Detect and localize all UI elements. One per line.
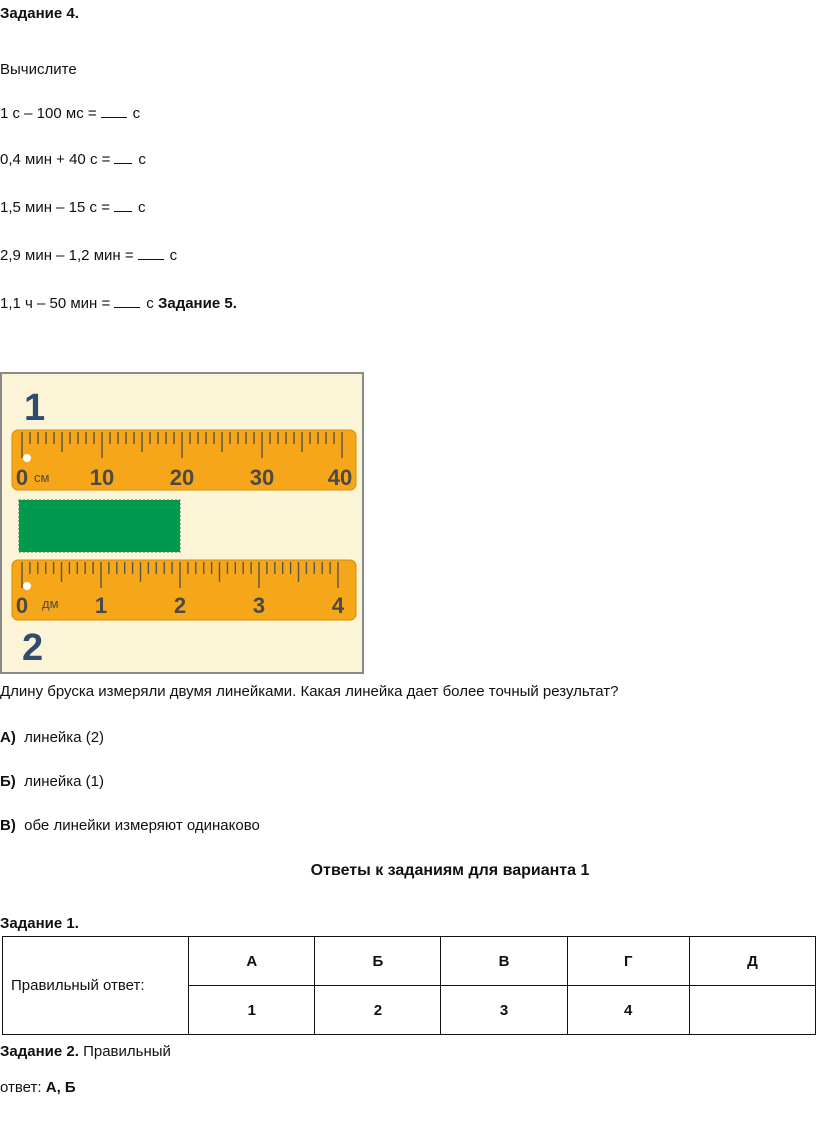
table-cell: 1 (189, 986, 315, 1035)
answers-heading: Ответы к заданиям для варианта 1 (310, 862, 590, 879)
table-header: А (189, 937, 315, 986)
answer-blank (114, 199, 132, 212)
answer-blank (101, 105, 127, 118)
option-c (0, 816, 260, 836)
ruler2-label: 3 (252, 593, 266, 618)
ruler1-unit: см (34, 470, 50, 485)
option-text: линейка (2) (24, 729, 105, 746)
option-letter: А) (0, 729, 16, 746)
expression: 2,9 мин – 1,2 мин = (0, 247, 134, 264)
answers-task2-text: Правильный (83, 1043, 171, 1060)
task4-item (0, 104, 140, 124)
table-cell (689, 986, 815, 1035)
answers-task2-answer: А, Б (45, 1079, 76, 1096)
ruler2-label: 0 (15, 593, 29, 618)
answers-task2-line1 (0, 1042, 171, 1062)
task4-title: Задание 4. (0, 5, 79, 22)
ruler1-label: 40 (327, 465, 353, 490)
answers-task1-title: Задание 1. (0, 915, 79, 932)
unit: с (146, 295, 154, 312)
answers-table (2, 936, 816, 1035)
table-header: Б (315, 937, 441, 986)
expression: 1 с – 100 мс = (0, 105, 97, 122)
unit: с (138, 151, 146, 168)
unit: с (132, 105, 141, 122)
expression: 0,4 мин + 40 с = (0, 151, 111, 168)
ruler1-label: 0 (15, 465, 29, 490)
task4-item (0, 246, 177, 266)
answer-blank (114, 295, 140, 308)
ruler1-label: 30 (249, 465, 275, 490)
unit: с (137, 199, 146, 216)
expression: 1,5 мин – 15 с = (0, 199, 110, 216)
table-header: В (441, 937, 567, 986)
rulers-figure (0, 372, 364, 674)
ruler2-unit: дм (42, 596, 59, 611)
option-a (0, 728, 104, 748)
ruler2-zero-dot (23, 582, 31, 590)
measured-bar (19, 500, 180, 552)
row-label: Правильный ответ: (3, 937, 189, 1035)
answers-task2-line2 (0, 1078, 76, 1098)
expression: 1,1 ч – 50 мин = (0, 295, 111, 312)
task5-title: Задание 5. (157, 295, 237, 312)
task4-item (0, 294, 237, 314)
table-row (3, 937, 816, 986)
option-text: обе линейки измеряют одинаково (24, 817, 260, 834)
ruler2-label: 2 (173, 593, 187, 618)
ruler2-number: 2 (22, 627, 44, 669)
table-cell: 3 (441, 986, 567, 1035)
ruler2-label: 1 (94, 593, 108, 618)
ruler1-number: 1 (24, 387, 46, 429)
ruler1-label: 10 (89, 465, 115, 490)
ruler1-label: 20 (169, 465, 195, 490)
option-b (0, 772, 104, 792)
task4-instruction: Вычислите (0, 61, 77, 78)
task4-item (0, 198, 145, 218)
table-header: Д (689, 937, 815, 986)
task4-item (0, 150, 146, 170)
answer-blank (138, 247, 164, 260)
table-cell: 2 (315, 986, 441, 1035)
unit: с (169, 247, 178, 264)
option-text: линейка (1) (24, 773, 104, 790)
answer-blank (114, 151, 132, 164)
task5-question: Длину бруска измеряли двумя линейками. Какая линейка дает более точный результат? (0, 683, 619, 700)
ruler2-label: 4 (331, 593, 345, 618)
table-header: Г (567, 937, 689, 986)
table-cell: 4 (567, 986, 689, 1035)
option-letter: Б) (0, 773, 16, 790)
answers-task2-text: ответ: (0, 1079, 42, 1096)
answers-task2-title: Задание 2. (0, 1043, 79, 1060)
option-letter: В) (0, 817, 16, 834)
ruler1-zero-dot (23, 454, 31, 462)
